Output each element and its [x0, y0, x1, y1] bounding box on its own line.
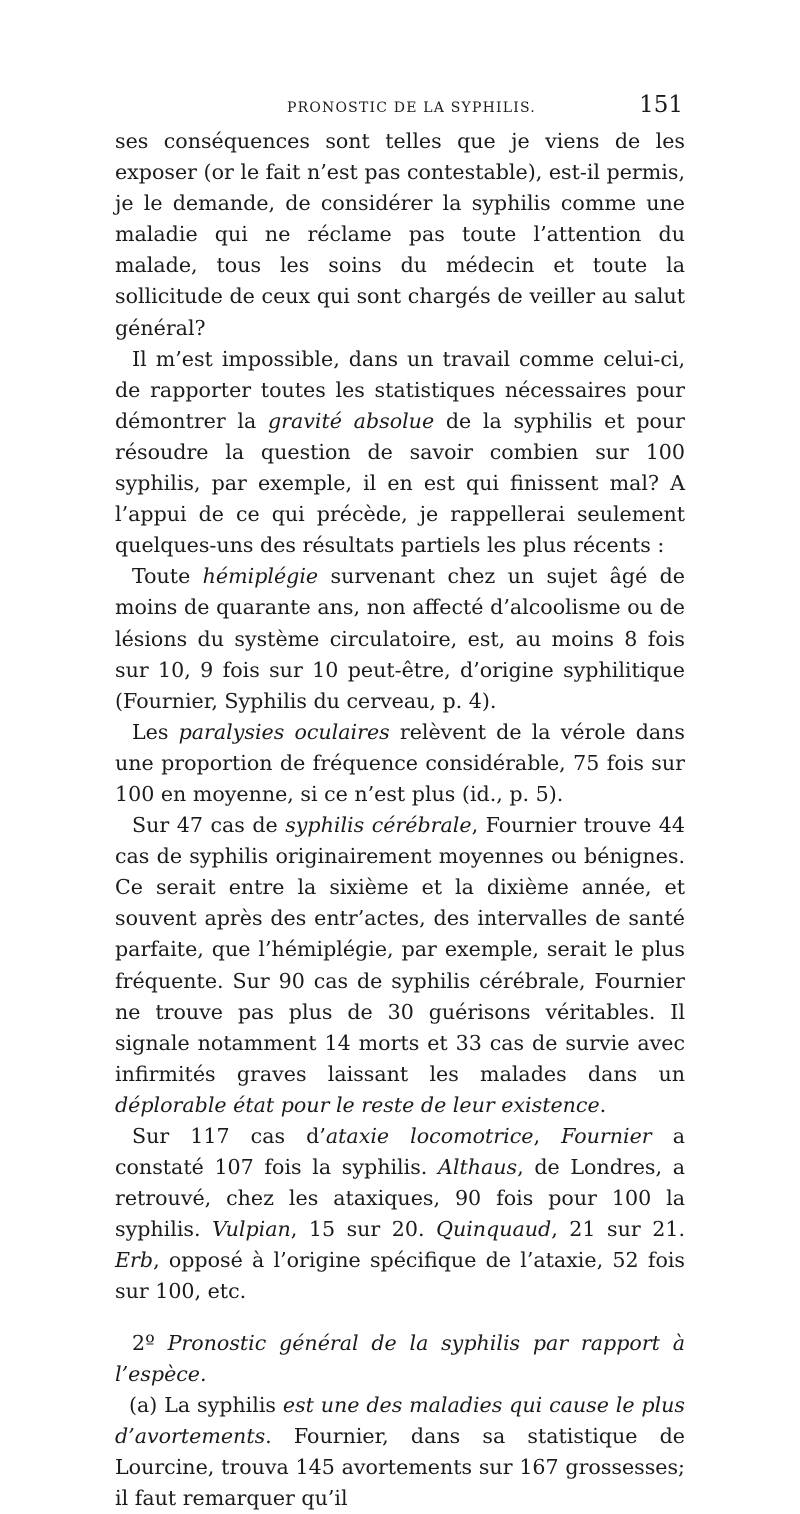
paragraph-text: , opposé à l’origine spécifique de l’ataxie, 52 fois sur 100, etc.: [115, 1248, 685, 1304]
page-number: 151: [639, 92, 683, 118]
paragraph-avortements: [115, 1390, 685, 1514]
italic-name: Althaus: [438, 1155, 518, 1180]
italic-term: ataxie locomotrice: [325, 1124, 534, 1148]
paragraph-text: survenant chez un sujet âgé de moins de quarante ans, non affecté d’alcoolisme ou de lésions du système circulatoire, est, au moins 8 fois sur 10, 9 fois sur 10 peut-être, d’origine syphilitique (Fournier, Syphilis du cerveau, p. 4).: [115, 564, 685, 713]
running-title: PRONOSTIC DE LA SYPHILIS.: [287, 100, 536, 116]
section-number: 2º: [132, 1330, 168, 1355]
italic-term: hémiplégie: [202, 564, 319, 589]
paragraph-syphilis-cerebrale: [115, 810, 685, 1121]
paragraph-text: (a) La syphilis: [129, 1392, 283, 1417]
paragraph-text: , 21 sur 21.: [551, 1217, 685, 1242]
italic-name: Erb: [115, 1248, 154, 1273]
paragraph-text: , 15 sur 20.: [290, 1217, 437, 1242]
italic-term: paralysies oculaires: [178, 719, 390, 744]
paragraph-text: ses conséquences sont telles que je viens de les exposer (or le fait n’est pas contestable), est-il permis, je le demande, de considérer la syphilis comme une maladie qui ne réclame pas toute l’attention du malade, tous les soins du médecin et toute la sollicitude de ceux qui sont chargés de veiller au salut général?: [115, 129, 685, 340]
italic-name: Quinquaud: [436, 1217, 552, 1242]
paragraph-text: , de Londres, a retrouvé, chez les ataxiques, 90 fois pour 100 la syphilis.: [115, 1155, 685, 1242]
section-heading: [115, 1328, 685, 1390]
paragraph-continuation: [115, 126, 685, 344]
paragraph-text: a constaté 107 fois la syphilis.: [115, 1124, 685, 1180]
paragraph-text: .: [599, 1092, 607, 1117]
paragraph-hemiplegie: [115, 561, 685, 716]
section-title: Pronostic général de la syphilis par rapport à l’espèce.: [115, 1330, 685, 1386]
paragraph-text: ,: [533, 1124, 562, 1148]
paragraph-text: Les: [132, 719, 179, 744]
paragraph-ataxie: [115, 1121, 685, 1308]
paragraph-paralysies: [115, 717, 685, 810]
paragraph-statistics: [115, 344, 685, 562]
paragraph-text: Sur 47 cas de: [132, 813, 286, 838]
italic-term: est une des maladies qui cause le plus d’avortements: [115, 1392, 685, 1448]
italic-name: Fournier: [561, 1124, 652, 1148]
paragraph-text: relèvent de la vérole dans une proportion de fréquence considérable, 75 fois sur 100 en moyenne, si ce n’est plus (id., p. 5).: [115, 719, 686, 806]
paragraph-text: Sur 117 cas d’: [132, 1124, 326, 1148]
paragraph-text: Toute: [132, 564, 203, 589]
italic-term: gravité absolue: [267, 408, 435, 433]
body-text: [115, 126, 685, 1514]
italic-term: syphilis cérébrale: [285, 813, 472, 838]
paragraph-text: Il m’est impossible, dans un travail comme celui-ci, de rapporter toutes les statistiques nécessaires pour démontrer la: [115, 346, 685, 433]
running-header: [115, 92, 685, 124]
paragraph-text: , Fournier trouve 44 cas de syphilis originairement moyennes ou bénignes. Ce serait entre la sixième et la dixième année, et souvent après des entr’actes, des intervalles de santé parfaite, que l’hémiplégie, par exemple, serait le plus fréquente. Sur 90 cas de syphilis cérébrale, Fournier ne trouve pas plus de 30 guérisons véritables. Il signale notamment 14 morts et 33 cas de survie avec infirmités graves laissant les malades dans un: [115, 813, 686, 1086]
italic-term: déplorable état pour le reste de leur existence: [115, 1092, 600, 1117]
paragraph-text: . Fournier, dans sa statistique de Lourcine, trouva 145 avortements sur 167 grossesses; il faut remarquer qu’il: [115, 1423, 685, 1511]
italic-name: Vulpian: [212, 1217, 291, 1242]
paragraph-text: de la syphilis et pour résoudre la question de savoir combien sur 100 syphilis, par exemple, il en est qui finissent mal? A l’appui de ce qui précède, je rappellerai seulement quelques-uns des résultats partiels les plus récents :: [115, 408, 686, 558]
